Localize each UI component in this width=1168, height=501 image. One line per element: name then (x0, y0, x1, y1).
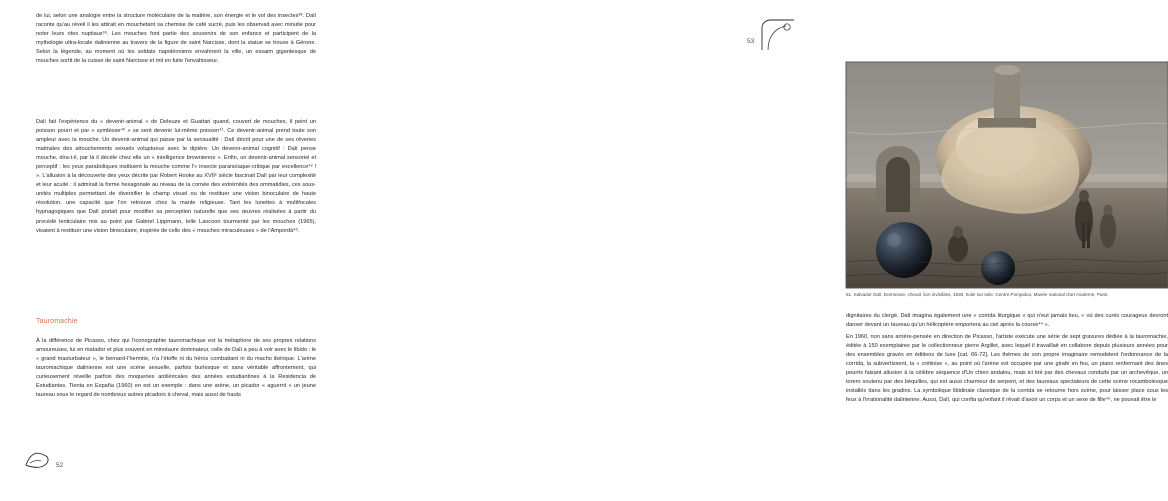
left-page-paragraph-body (36, 118, 316, 236)
paragraph-text: Dalí fait l'expérience du « devenir-animal » de Deleuze et Guattari quand, couvert de mouches, il peint un poisson pourri et par « symbiose⁴⁰ » se sent devenir lui-même poisson⁴¹. Ce devenir-animal prend toute son ampleur avec la mouche. Un devenir-animal qui passe par la sensualité : Dalí décrit pour une de ses rêveries matinales des attouchements sexuels voluptueux avec le diptère. Un devenir-animal cognitif : Dalí pense mouche, dira-t-il, par là il décèle chez elle un « intelligence brownienne ». Enfin, un devenir-animal sensoriel et perceptif : les yeux paraboliques instituent la mouche comme l'« insecte paranoïaque-critique par excellence⁴² ! ». L'allusion à la découverte des yeux décrite par Robert Hooke au XVIIᵉ siècle fascinait Dalí par leur complexité et leur acuité : il admirait la forme hexagonale au niveau de la cornée des extrémités des ommatidies, ces sous-unités multiples permettant de diversifier le champ visuel ou de restituer une vision binoculaire de haute résolution, une capacité que l'on retrouve chez la mante religieuse. Tant les lunettes à multifocales hypnagogiques que Dalí portait pour modifier sa perception naturelle que ses œuvres réalisées à partir du procédé lenticulaire mis au point par Gabriel Lippmann, telle Laocoon tourmenté par les mouches (1965), visaient à restituer une vision binoculaire, inspirée de celle des « mouches miraculeuses » de l'Ampordà⁴³. (36, 119, 316, 234)
left-page-paragraph-tauromachie (36, 337, 316, 400)
section-heading-tauromachie: Tauromachie (36, 318, 78, 325)
page-number-left: 52 (56, 462, 64, 469)
shoe-ornament-icon (24, 448, 50, 470)
left-page-paragraph-top (36, 12, 316, 66)
paragraph-text: de lui, selon une analogie entre la structure moléculaire de la matière, son énergie et le vol des insectes³⁸. Dalí raconte qu'au réveil il les attirait en mouchetant sa chemise de café sucré, puis les observait avec minutie pour noter leurs rites nuptiaux³⁹. Les mouches font partie des souvenirs de son enfance et participent de la mythologie ultra-locale dalinienne au travers de la figure de saint Narcisse, dont la statue se trouve à Gérone. Selon la légende, au moment où les soldats napoléoniens envahirent la ville, un essaim gigantesque de mouches sortit de la cuisse de saint Narcisse et mit en fuite l'envahisseur. (36, 13, 316, 65)
paragraph-text: À la différence de Picasso, chez qui l'iconographie tauromachique est la métaphore de ses propres relations amoureuses, lui en matador et plus souvent en minotaure dominateur, celle de Dalí a peu à voir avec le libido : le « grand masturbateur », le bernard-l'hermite, n'a l'étoffe ni du héros combattant ni du macho ibérique. L'arène tauromachique dalinienne est une scène sexuelle, parfois burlesque et sans véritable affrontement, qui curieusement réveille parfois des moqueries antiléricales des années estudiantines à la Residencia de Estudiantes. Tienta en España (1960) en est un exemple : dans une arène, un picador « aguerrit » un jeune taureau sous le regard de nombreux autres picadors à cheval, mais aussi de hauts (36, 338, 316, 399)
figure-dali-painting (846, 62, 1168, 288)
paragraph-text: dignitaires du clergé. Dalí imagina également une « corrida liturgique » qui n'eut jamais lieu, « où des curés courageux devront danser devant un taureau qu'un hélicoptère emportera au ciel après la course⁴⁴ ». (846, 313, 1168, 329)
figure-caption: 51. Salvador Dalí, Dormeuse, cheval, lion invisibles, 1930, huile sur toile. Centre Pompidou, Musée national d'art moderne, Paris. (846, 292, 1109, 297)
right-page-body (846, 312, 1168, 405)
page-number-right: 53 (747, 38, 755, 45)
left-page (0, 0, 400, 501)
corner-ornament-icon (760, 18, 796, 52)
right-page (400, 0, 1168, 501)
paragraph-text: En 1960, non sans arrière-pensée en direction de Picasso, l'artiste exécute une série de sept gravures dédiée à la tauromachie, éditée à 150 exemplaires par le collectionneur pierre Argillet, avec lequel il travaillait en collabore depuis plusieurs années pour des ensembles gravés en éditions de luxe [cat. 66-72]. Les thèmes de son propre imaginaire remodelent l'ordonnance de la corrida, la subvertissent, la « crétinise », au point où l'arène est occupée par une girafe en feu, un piano renfermant des ânes pourris faisant allusion à la célèbre séquence d'Un chien andalou, mais ici tiré par des chevaux conduits par un archevêque, un torero soutenu par des béquilles, qui est aussi charmeur de serpent, et des taureaux spectateurs de cette scène rocambolesque installés dans les gradins. La symbolique libidinale classique de la corrida se retourne hors scène, pour laisser place sous les feux à l'irrationalité dalinienne. Aussi, Dalí, qui confia qu'enfant il rêvait d'avoir un corps et un sexe de fille⁴⁵, ne pouvait être le (846, 334, 1168, 404)
